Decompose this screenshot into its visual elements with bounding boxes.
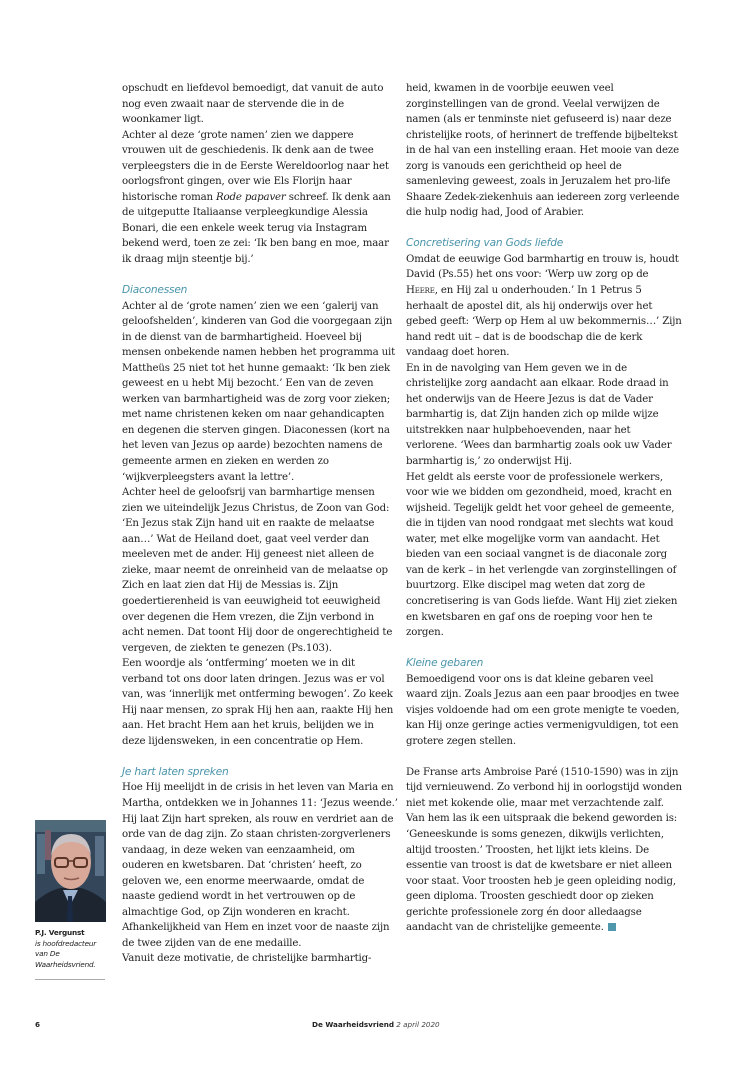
author-role: is hoofdredacteur van De Waarheidsvriend. [35,938,97,969]
author-name: P.J. Vergunst [35,928,85,937]
caption-divider [35,979,105,980]
paragraph: heid, kwamen in de voorbije eeuwen veel zorginstellingen van de grond. Veelal verwijzen de namen (als er tenminste niet gefuseerd is) naar deze christelijke roots, of herinnert de treffende bijbeltekst in de hal van een instelling eraan. Het mooie van deze zorg is vanouds een gerichtheid op heel de samenleving geweest, zoals in Jeruzalem het pro-life Shaare Zedek-ziekenhuis aan iedereen zorg verleende die hulp nodig had, Jood of Arabier. [406,83,680,219]
issue-date: 2 april 2020 [396,1020,440,1029]
author-photo [35,820,106,922]
paragraph: En in de navolging van Hem geven we in de christelijke zorg aandacht aan elkaar. Rode draad in het onderwijs van de Heere Jezus is dat de Vader barmhartig is, dat Zijn handen zich op milde wijze uitstrekken naar hulpbehoevenden, naar het verlorene. ‘Wees dan barmhartig zoals ook uw Vader barmhartig is,’ zo onderwijst Hij. [406,362,672,468]
paragraph: Het geldt als eerste voor de professionele werkers, voor wie we bidden om gezondheid, moed, kracht en wijsheid. Tegelijk geldt het voor geheel de gemeente, die in tijden van nood rondgaat met slechts wat koud water, met elke mogelijke vorm van aandacht. Het bieden van een sociaal vangnet is de diaconale zorg van de kerk – in het verlengde van zorginstellingen of buurtzorg. Elke discipel mag weten dat zorg de concretisering is van Gods liefde. Want Hij ziet zieken en kwetsbaren en gaf ons de roeping voor hen te zorgen. [406,471,678,639]
magazine-title: De Waarheidsvriend [312,1020,394,1029]
author-caption [35,928,107,970]
section-heading-concretisering: Concretisering van Gods liefde [406,237,564,250]
paragraph: opschudt en liefdevol bemoedigt, dat vanuit de auto nog even zwaait naar de stervende die in de woonkamer ligt. [122,83,384,126]
paragraph: Bemoedigend voor ons is dat kleine gebaren veel waard zijn. Zoals Jezus aan een paar broodjes en twee visjes voldoende had om een grote menigte te voeden, kan Hij onze geringe acties vermenigvuldigen, tot een grotere zegen stellen. [406,673,680,747]
article-column-left [122,81,398,967]
page-number: 6 [35,1020,41,1029]
paragraph: Achter al deze ‘grote namen’ zien we dappere vrouwen uit de geschiedenis. Ik denk aan de twee verpleegsters die in de Eerste Wereldoorlog naar het oorlogsfront gingen, over wie Els Florijn haar historische roman Rode papaver schreef. Ik denk aan de uitgeputte Italiaanse verpleegkundige Alessia Bonari, die een enkele week terug via Instagram bekend werd, toen ze zei: ‘Ik ben bang en moe, maar ik draag mijn steentje bij.’ [122,129,391,266]
paragraph: Achter heel de geloofsrij van barmhartige mensen zien we uiteindelijk Jezus Christus, de Zoon van God: ‘En Jezus stak Zijn hand uit en raakte de melaatse aan…’ Wat de Heiland doet, gaat veel verder dan meeleven met de ander. Hij geneest niet alleen de zieke, maar neemt de onreinheid van de melaatse op Zich en laat zien dat Hij de Messias is. Zijn goedertierenheid is van eeuwigheid tot eeuwigheid over degenen die Hem vrezen, die Zijn verbond in acht nemen. Dat toont Hij door de ongerechtigheid te vergeven, de ziekten te genezen (Ps.103). [122,487,393,654]
paragraph: De Franse arts Ambroise Paré (1510-1590) was in zijn tijd vernieuwend. Zo verbond hij in oorlogstijd wonden niet met kokende olie, maar met verzachtende zalf. Van hem las ik een uitspraak die bekend geworden is: ‘Geneeskunde is soms genezen, dikwijls verlichten, altijd troosten.’ Troosten, het lijkt iets kleins. De essentie van troost is dat de kwetsbare er niet alleen voor staat. Voor troosten heb je geen opleiding nodig, geen diploma. Troosten geschiedt door op zieken gerichte professionele zorg én door alledaagse aandacht van de christelijke gemeente. [406,766,682,934]
paragraph: Hoe Hij meelijdt in de crisis in het leven van Maria en Martha, ontdekken we in Johannes 11: ‘Jezus weende.’ Hij laat Zijn hart spreken, als rouw en verdriet aan de orde van de dag zijn. Zo staan christen-zorgverleners vandaag, in deze weken van eenzaamheid, om ouderen en kwetsbaren. Dat ‘christen’ heeft, zo geloven we, een enorme meerwaarde, omdat de naaste gediend wordt in het vertrouwen op de almachtige God, op Zijn wonderen en kracht. Afhankelijkheid van Hem en inzet voor de naaste zijn de twee zijden van de ene medaille. [122,782,398,949]
author-portrait-icon [35,820,106,922]
paragraph: Een woordje als ‘ontferming’ moeten we in dit verband tot ons door laten dringen. Jezus was er vol van, was ‘innerlijk met ontferming bewogen’. Zo keek Hij naar mensen, zo sprak Hij hen aan, raakte Hij hen aan. Het bracht Hem aan het kruis, belijden we in deze lijdensweken, in een concentratie op Hem. [122,658,394,747]
paragraph: Achter al de ‘grote namen’ zien we een ‘galerij van geloofshelden’, kinderen van God die voorgegaan zijn in de dienst van de barmhartigheid. Hoeveel bij mensen onbekende namen hebben het programma uit Mattheüs 25 niet tot het hunne gemaakt: ‘Ik ben ziek geweest en u hebt Mij bezocht.’ Een van de zeven werken van barmhartigheid was de zorg voor zieken; met name christenen keken om naar gehandicapten en degenen die sterven gingen. Diaconessen (kort na het leven van Jezus op aarde) bezochten namens de gemeente armen en zieken en werden zo ‘wijkverpleegsters avant la lettre’. [122,300,396,483]
section-heading-diaconessen: Diaconessen [122,284,188,297]
footer-magazine [312,1020,440,1029]
paragraph: Vanuit deze motivatie, de christelijke barmhartig- [122,953,372,965]
heere-smallcaps: Heere [406,285,435,297]
end-of-article-square-icon [608,923,616,931]
book-title: Rode papaver [216,191,286,203]
section-heading-hart-laten-spreken: Je hart laten spreken [122,765,229,778]
section-heading-kleine-gebaren: Kleine gebaren [406,657,484,670]
paragraph: Omdat de eeuwige God barmhartig en trouw is, houdt David (Ps.55) het ons voor: ‘Werp uw zorg op de Heere, en Hij zal u onderhouden.’ In 1 Petrus 5 herhaalt de apostel dit, als hij onderwijs over het gebed geeft: ‘Werp op Hem al uw bekommernis…’ Zijn hand redt uit – dat is de boodschap die de kerk vandaag doet horen. [406,253,682,359]
article-column-right [406,81,682,936]
